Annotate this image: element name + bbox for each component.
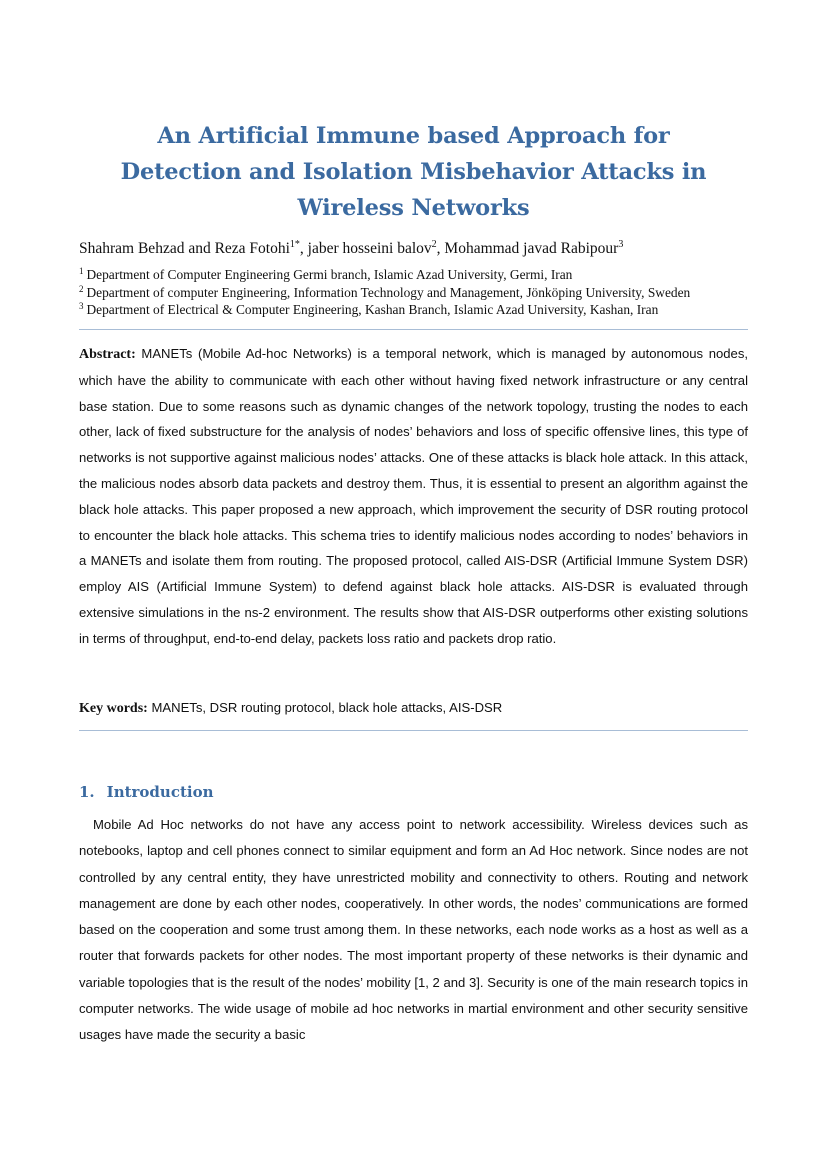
author-2: , jaber hosseini balov [299, 240, 432, 257]
keywords-divider [79, 730, 748, 731]
affiliation-3 [79, 302, 658, 318]
affiliation-number: 1 [79, 266, 84, 276]
affiliation-number: 2 [79, 284, 84, 294]
title-line-3: Wireless Networks [297, 195, 530, 221]
affiliation-text: Department of computer Engineering, Information Technology and Management, Jönköping University, Sweden [86, 285, 691, 300]
introduction-paragraph: Mobile Ad Hoc networks do not have any access point to network accessibility. Wireless devices such as notebooks, laptop and cell phones connect to similar equipment and form an Ad Hoc network. Since nodes are not controlled by any central entity, they have unrestricted mobility and connectivity to others. Routing and network management are done by each other nodes, cooperatively. In other words, the nodes’ communications are formed based on the cooperation and some trust among them. In these networks, each node works as a host as well as a router that forwards packets for other nodes. The most important property of these networks is their dynamic and variable topologies that is the result of the nodes’ mobility [1, 2 and 3]. Security is one of the main research topics in computer networks. The wide usage of mobile ad hoc networks in martial environment and other security sensitive usages have made the security a basic [79, 817, 748, 1043]
affiliation-number: 3 [79, 301, 84, 311]
section-title: Introduction [106, 783, 214, 801]
paper-title [80, 118, 747, 226]
author-2-superscript: 2 [431, 239, 437, 250]
author-3-superscript: 3 [618, 239, 624, 250]
section-number: 1. [79, 783, 95, 801]
affiliation-text: Department of Electrical & Computer Engineering, Kashan Branch, Islamic Azad University, Kashan, Iran [86, 302, 659, 317]
abstract-block [79, 341, 748, 652]
keywords-label: Key words: [79, 701, 148, 716]
abstract-text: MANETs (Mobile Ad-hoc Networks) is a temporal network, which is managed by autonomous nodes, which have the ability to communicate with each other without having fixed network infrastructure or any central base station. Due to some reasons such as dynamic changes of the network topology, trusting the nodes to each other, lack of fixed substructure for the analysis of nodes’ behaviors and loss of specific offensive lines, this type of networks is not supportive against malicious nodes’ attacks. One of these attacks is black hole attack. In this attack, the malicious nodes absorb data packets and destroy them. Thus, it is essential to present an algorithm against the black hole attacks. This paper proposed a new approach, which improvement the security of DSR routing protocol to encounter the black hole attacks. This schema tries to identify malicious nodes according to nodes’ behaviors in a MANETs and isolate them from routing. The proposed protocol, called AIS-DSR (Artificial Immune System DSR) employ AIS (Artificial Immune System) to defend against black hole attacks. AIS-DSR is evaluated through extensive simulations in the ns-2 environment. The results show that AIS-DSR outperforms other existing solutions in terms of throughput, end-to-end delay, packets loss ratio and packets drop ratio. [79, 346, 749, 646]
author-1: Shahram Behzad and Reza Fotohi [79, 240, 290, 257]
affiliation-2 [79, 285, 690, 301]
keywords-block [79, 700, 502, 717]
title-line-1: An Artificial Immune based Approach for [157, 123, 670, 149]
header-divider [79, 329, 748, 330]
author-3: , Mohammad javad Rabipour [436, 240, 619, 257]
abstract-label: Abstract: [79, 347, 136, 362]
title-line-2: Detection and Isolation Misbehavior Attacks in [120, 159, 707, 185]
section-heading-introduction [79, 783, 214, 801]
affiliation-1 [79, 267, 572, 283]
author-list [79, 240, 623, 258]
author-1-superscript: 1* [289, 239, 300, 250]
keywords-text: MANETs, DSR routing protocol, black hole attacks, AIS-DSR [151, 700, 503, 715]
affiliation-text: Department of Computer Engineering Germi branch, Islamic Azad University, Germi, Iran [86, 267, 573, 282]
